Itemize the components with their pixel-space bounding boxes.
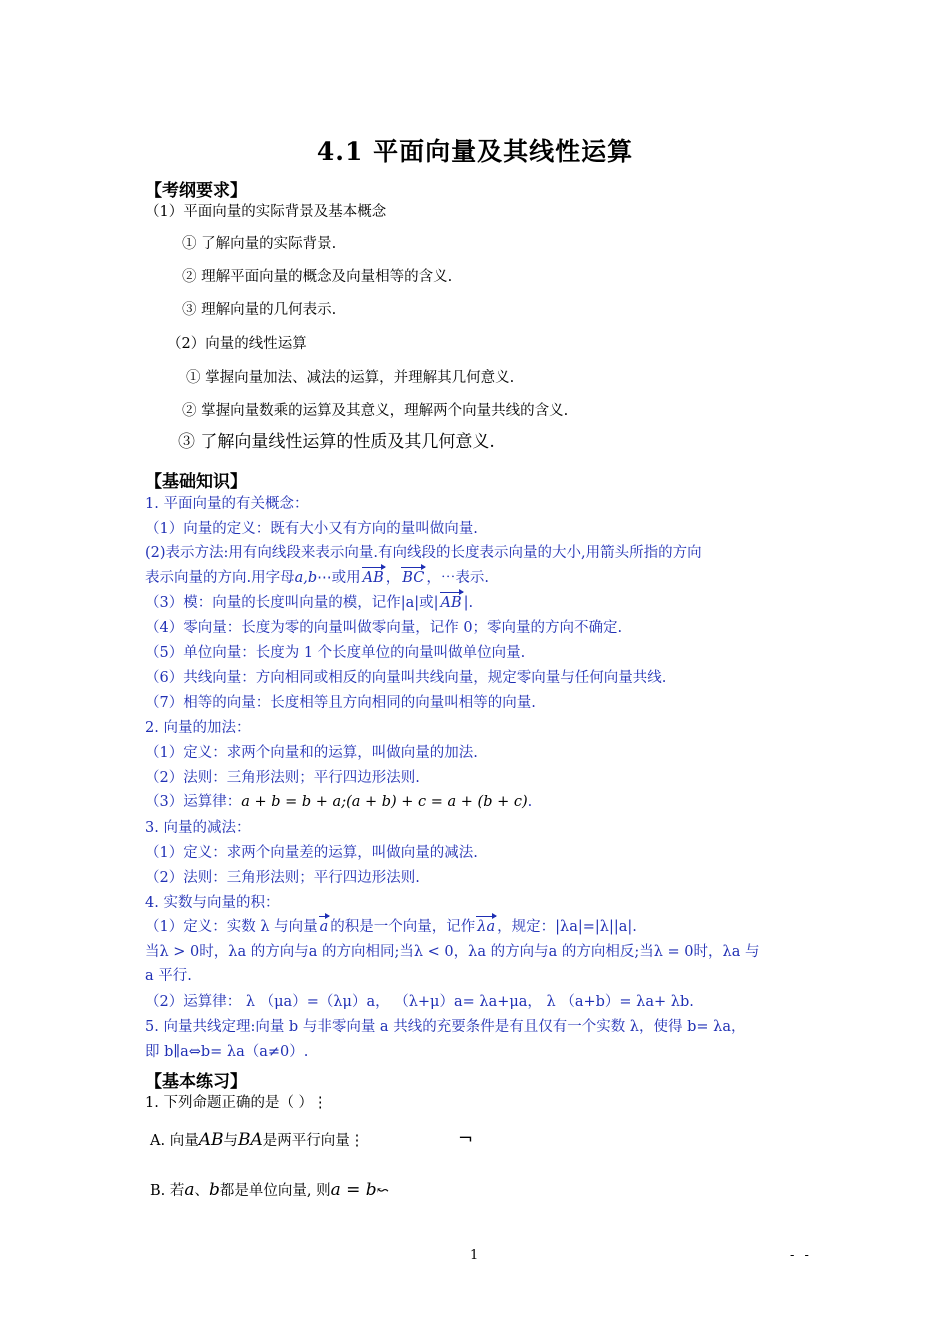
knowledge-h1-2b: [145, 568, 489, 588]
knowledge-h4-1: [145, 917, 637, 937]
text-segment: A. 向量: [150, 1133, 199, 1149]
kaogang-item-2-3: ③ 了解向量线性运算的性质及其几何意义.: [178, 432, 495, 452]
knowledge-h1-3: [145, 593, 473, 613]
page-number: 1: [470, 1248, 479, 1263]
text-segment: .: [527, 794, 533, 810]
vector-a: a: [319, 919, 329, 935]
knowledge-h1-1: （1）向量的定义：既有大小又有方向的量叫做向量.: [145, 521, 478, 537]
knowledge-h2-1: （1）定义：求两个向量和的运算，叫做向量的加法.: [145, 745, 478, 761]
knowledge-h3: 3. 向量的减法：: [145, 820, 251, 836]
knowledge-h1-6: （6）共线向量：方向相同或相反的向量叫共线向量，规定零向量与任何向量共线.: [145, 670, 667, 686]
knowledge-h2-3: [145, 792, 532, 812]
knowledge-h4-2: 当λ > 0时，λa 的方向与a 的方向相同;当λ < 0，λa 的方向与a 的方向相反;当λ = 0时，λa 与: [145, 944, 760, 960]
text-segment: （3）运算律：: [145, 794, 242, 810]
knowledge-h5a: 5. 向量共线定理:向量 b 与非零向量 a 共线的充要条件是有且仅有一个实数 λ，使得 b= λa，: [145, 1019, 746, 1035]
section-heading-kaogang: 【考纲要求】: [145, 181, 247, 201]
knowledge-h1-2a: (2)表示方法:用有向线段来表示向量.有向线段的长度表示向量的大小,用箭头所指的方向: [145, 545, 702, 561]
text-segment: 表示向量的方向.用字母: [145, 570, 295, 586]
formula-a-equals-b: a = b: [330, 1180, 377, 1200]
editor-mark: ↜: [376, 1183, 389, 1199]
knowledge-h5b: 即 b∥a⇔b= λa（a≠0）.: [145, 1044, 309, 1060]
knowledge-h1-7: （7）相等的向量：长度相等且方向相同的向量叫相等的向量.: [145, 695, 536, 711]
page-title: 4.1 平面向量及其线性运算: [316, 137, 634, 166]
section-heading-jichu: 【基础知识】: [145, 472, 247, 492]
knowledge-h1: 1. 平面向量的有关概念：: [145, 496, 309, 512]
kaogang-item-2: （2）向量的线性运算: [167, 336, 307, 352]
kaogang-item-2-1: ① 掌握向量加法、减法的运算，并理解其几何意义.: [186, 370, 515, 386]
formula-addition-laws: a + b = b + a;(a + b) + c = a + (b + c): [241, 794, 528, 810]
exercise-q1: 1. 下列命题正确的是（ ）⋮: [145, 1095, 328, 1111]
knowledge-h2-2: （2）法则：三角形法则；平行四边形法则.: [145, 770, 420, 786]
knowledge-h3-1: （1）定义：求两个向量差的运算，叫做向量的减法.: [145, 845, 478, 861]
text-segment: 都是单位向量, 则: [219, 1183, 331, 1199]
text-segment: 是两平行向量⋮: [262, 1133, 365, 1149]
text-segment: （1）定义：实数 λ 与向量: [145, 919, 318, 935]
kaogang-item-1-2: ② 理解平面向量的概念及向量相等的含义.: [182, 269, 453, 285]
text-segment: 的积是一个向量，记作: [330, 919, 476, 935]
knowledge-h3-2: （2）法则：三角形法则；平行四边形法则.: [145, 870, 420, 886]
kaogang-item-2-2: ② 掌握向量数乘的运算及其意义，理解两个向量共线的含义.: [182, 403, 569, 419]
kaogang-item-1-1: ① 了解向量的实际背景.: [182, 236, 337, 252]
knowledge-h4: 4. 实数与向量的积：: [145, 895, 280, 911]
exercise-option-b: [150, 1180, 389, 1201]
footer-dash: - -: [790, 1248, 812, 1263]
section-heading-lianxi: 【基本练习】: [145, 1072, 247, 1092]
knowledge-h2: 2. 向量的加法：: [145, 720, 251, 736]
kaogang-item-1-3: ③ 理解向量的几何表示.: [182, 302, 337, 318]
text-segment: ，: [385, 570, 401, 586]
kaogang-item-1: （1）平面向量的实际背景及基本概念: [145, 204, 387, 220]
knowledge-h4-3: a 平行.: [145, 968, 192, 984]
math-a: a: [184, 1180, 195, 1200]
editor-mark: ¬: [458, 1128, 474, 1149]
knowledge-h4-4: （2）运算律： λ （μa）=（λμ）a， （λ+μ）a= λa+μa， λ （a+b）= λa+ λb.: [145, 994, 694, 1010]
text-segment: ，⋯表示.: [426, 570, 489, 586]
text-segment: （3）模：向量的长度叫向量的模，记作|a|或|: [145, 595, 439, 611]
math-ab: a,b: [294, 570, 318, 586]
vector-lambda-a: λa: [477, 919, 496, 935]
text-segment: |.: [463, 595, 474, 611]
vector-bc: BC: [402, 570, 425, 586]
vector-ab: AB: [362, 570, 384, 586]
vector-ab: AB: [198, 1130, 224, 1150]
text-segment: ⋯或用: [317, 570, 361, 586]
vector-ab: AB: [440, 595, 462, 611]
exercise-option-a: [150, 1130, 364, 1151]
text-segment: B. 若: [150, 1183, 185, 1199]
math-b: b: [209, 1180, 220, 1200]
vector-ba: BA: [237, 1130, 263, 1150]
knowledge-h1-4: （4）零向量：长度为零的向量叫做零向量，记作 0；零向量的方向不确定.: [145, 620, 623, 636]
knowledge-h1-5: （5）单位向量：长度为 1 个长度单位的向量叫做单位向量.: [145, 645, 526, 661]
text-segment: 与: [223, 1133, 238, 1149]
text-segment: 、: [194, 1183, 210, 1199]
text-segment: ，规定：|λa|=|λ||a|.: [497, 919, 637, 935]
